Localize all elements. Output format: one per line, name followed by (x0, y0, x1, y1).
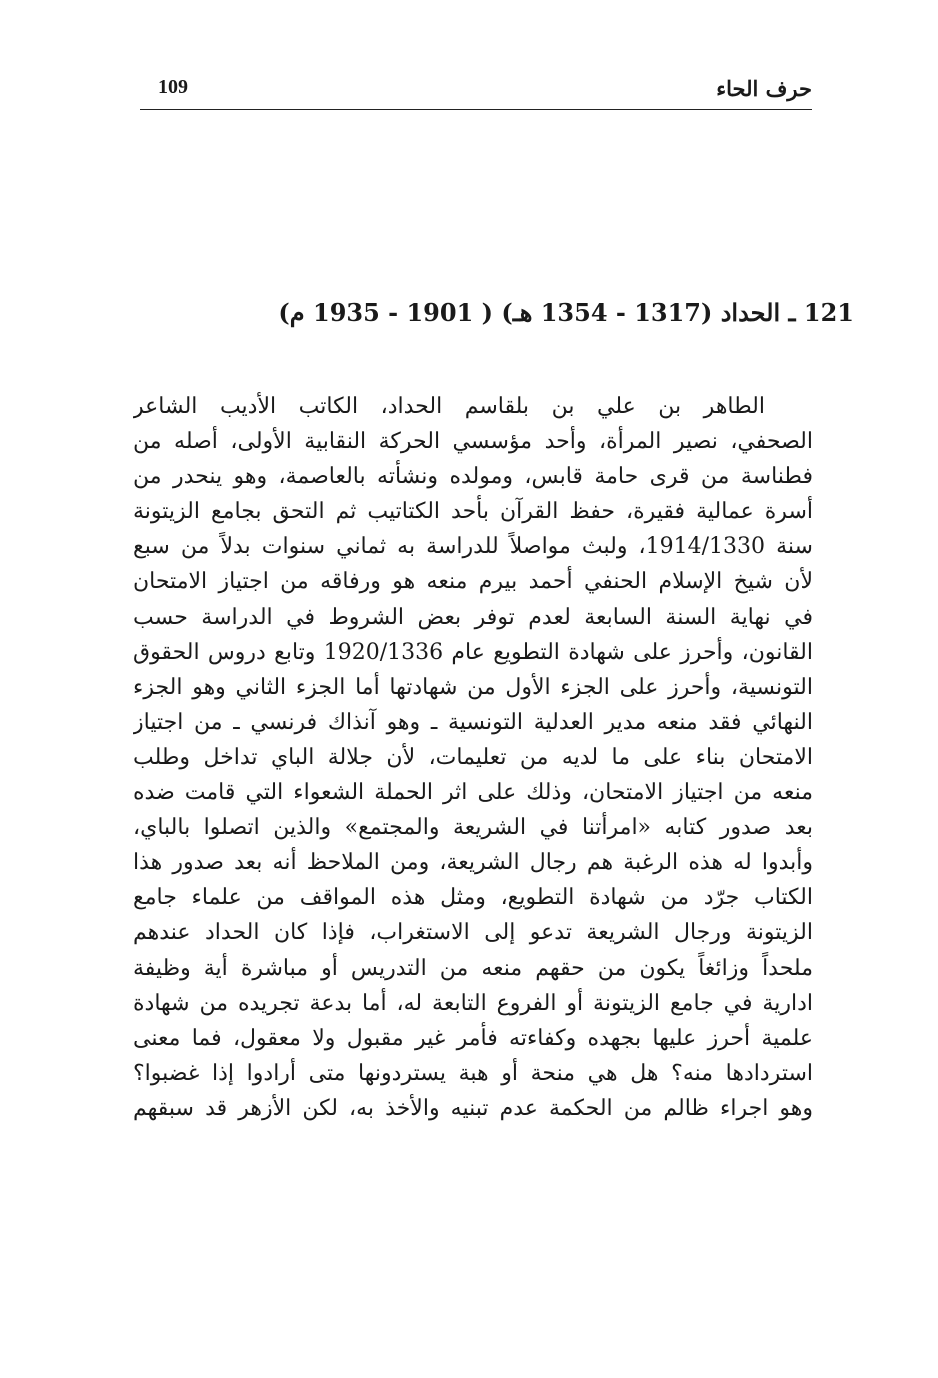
body-line: الكتاب جرّد من شهادة التطويع، ومثل هذه المواقف من علماء جامع (133, 885, 813, 911)
body-line: وهو اجراء ظالم من الحكمة عدم تبنيه والأخذ به، لكن الأزهر قد سبقهم (133, 1095, 813, 1121)
page-header (140, 74, 812, 108)
body-line: فطناسة من قرى حامة قابس، ومولده ونشأته بالعاصمة، وهو ينحدر من (133, 464, 813, 490)
body-line: الصحفي، نصير المرأة، وأحد مؤسسي الحركة النقابية الأولى، أصله من (133, 429, 813, 455)
body-line: لأن شيخ الإسلام الحنفي أحمد بيرم منعه هو ورفاقه من اجتياز الامتحان (133, 569, 813, 595)
body-line: منعه من اجتياز الامتحان، وذلك على اثر الحملة الشعواء التي قامت ضده (133, 780, 813, 806)
body-line: الزيتونة ورجال الشريعة تدعو إلى الاستغراب، فإذا كان الحداد عندهم (133, 920, 813, 946)
body-line: أسرة عمالية فقيرة، حفظ القرآن بأحد الكتاتيب ثم التحق بجامع الزيتونة (133, 499, 813, 525)
body-line: الطاهر بن علي بن بلقاسم الحداد، الكاتب الأديب الشاعر (133, 394, 765, 419)
body-line: ملحداً وزائغاً يكون من حقهم منعه من التدريس أو مباشرة أية وظيفة (133, 955, 813, 981)
body-line: القانون، وأحرز على شهادة التطويع عام 1920/1336 وتابع دروس الحقوق (133, 639, 813, 665)
body-line: في نهاية السنة السابعة لعدم توفر بعض الشروط في الدراسة حسب (133, 604, 813, 630)
entry-title: 121 ـ الحداد (1317 - 1354 هـ) ( 1901 - 1935 م) (278, 298, 854, 327)
header-rule (140, 109, 812, 110)
body-line: بعد صدور كتابه «امرأتنا في الشريعة والمجتمع» والذين اتصلوا بالباي، (133, 815, 813, 841)
body-line: النهائي فقد منعه مدير العدلية التونسية ـ وهو آنذاك فرنسي ـ من اجتياز (133, 709, 813, 735)
body-line: وأبدوا له هذه الرغبة هم رجال الشريعة، ومن الملاحظ أنه بعد صدور هذا (133, 850, 813, 876)
body-line: استردادها منه؟ هل هي منحة أو هبة يستردونها متى أرادوا إذا غضبوا؟ (133, 1060, 813, 1086)
body-line: التونسية، وأحرز على الجزء الأول من شهادتها أما الجزء الثاني وهو الجزء (133, 674, 813, 700)
body-line: سنة 1914/1330، ولبث مواصلاً للدراسة به ثماني سنوات بدلاً من سبع (133, 534, 813, 560)
body-line: ادارية في جامع الزيتونة أو الفروع التابعة له، أما بدعة تجريده من شهادة (133, 990, 813, 1016)
running-head: حرف الحاء (716, 76, 812, 101)
body-text (133, 389, 813, 1126)
page-number: 109 (158, 76, 188, 98)
body-line: علمية أحرز عليها بجهده وكفاءته فأمر غير مقبول ولا معقول، فما معنى (133, 1025, 813, 1051)
body-line: الامتحان بناء على ما لديه من تعليمات، لأن جلالة الباي تداخل وطلب (133, 744, 813, 770)
